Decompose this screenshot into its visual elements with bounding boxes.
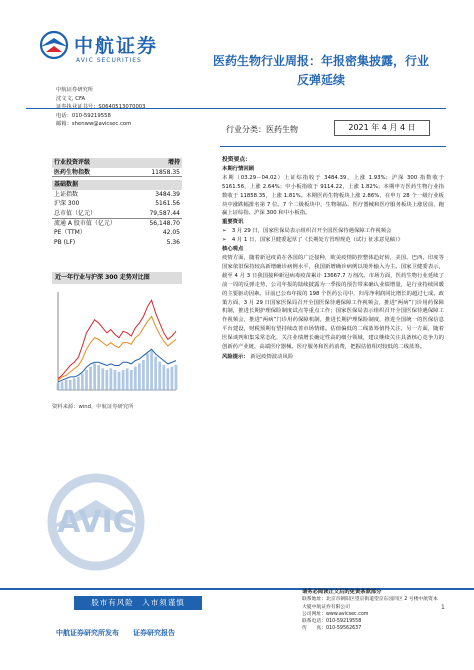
report-title-line-1: 医药生物行业周报：年报密集披露，行业 <box>212 54 429 68</box>
series-line-2 <box>58 349 176 382</box>
publisher-line: 中航证券研究所发布 证券研究报告 <box>56 629 175 637</box>
rating-table <box>52 158 182 247</box>
table-row <box>52 219 182 229</box>
volume-bar <box>101 368 104 390</box>
index-value: 11858.35 <box>151 168 180 176</box>
news-item: ➢ 3 月 29 日，国家医保局表示组织召开全国医保待遇保障工作视频会 <box>222 228 392 235</box>
row-label: PE（TTM） <box>54 229 86 237</box>
table-row <box>52 199 182 209</box>
volume-bar <box>65 380 68 390</box>
row-label: 沪深 300 <box>54 200 80 208</box>
volume-bar <box>134 367 137 390</box>
volume-bar <box>81 373 84 390</box>
volume-bar <box>114 370 117 390</box>
volume-bar <box>122 370 125 390</box>
row-value: 79,587.44 <box>149 209 180 217</box>
index-label: 医药生物指数 <box>54 168 91 176</box>
volume-bar <box>89 367 92 390</box>
contact-line: 传 真：010-59562637 <box>302 626 362 632</box>
chart-axes <box>58 292 176 390</box>
row-value: 56,148.70 <box>149 219 180 227</box>
row-value: 3484.39 <box>155 190 180 198</box>
volume-bar <box>126 368 129 390</box>
report-title-line-2: 反弹延续 <box>296 73 345 87</box>
row-label: 上证指数 <box>54 190 79 198</box>
chart-source: 资料来源：wind，中航证券研究所 <box>52 404 134 410</box>
series-line-0 <box>58 300 176 378</box>
table-row <box>52 228 182 238</box>
watermark-text: AVIC <box>57 505 135 540</box>
page-number: 1 <box>441 604 445 611</box>
row-label: PB (LF) <box>54 238 76 246</box>
avic-watermark <box>26 470 166 590</box>
volume-bar <box>97 365 100 390</box>
brand-name-cn: 中航证券 <box>74 35 159 57</box>
volume-bar <box>138 363 141 390</box>
volume-bar <box>73 378 76 390</box>
core-heading: 核心观点 <box>222 246 244 253</box>
volume-bar <box>142 360 145 390</box>
report-date: 2021 年 4 月 4 日 <box>334 120 430 136</box>
logo-emblem-icon <box>36 30 72 60</box>
volume-bar <box>77 377 80 390</box>
contact-block <box>302 589 440 633</box>
volume-bar <box>175 365 178 390</box>
row-value: 5.36 <box>166 238 180 246</box>
volume-bar <box>57 383 60 390</box>
header-divider <box>26 108 446 109</box>
volume-bar <box>166 368 169 390</box>
risk-text: 新冠疫情波动风险 <box>250 353 294 360</box>
volume-bar <box>85 370 88 390</box>
volume-bar <box>162 365 165 390</box>
index-row <box>52 168 182 178</box>
weekly-paragraph: 本期（03.29－04.02）上证综指收于 3484.39，上涨 1.93%；沪深 300 指数收于 5161.56，上涨 2.64%；中小板指收于 9114.22，上涨 1.82%；本期申万医药生物行业指数收于 11858.35，上涨 1.81%。本期医药生物板块上涨 2.86%，在申万 28 个一级行业板块中涨跌幅排名第 7 位。7 个二级板块中，生物制品、医疗器械和医疗服务板块上涨居前，跑赢上证综指、沪深 300 和中小板指。 <box>222 174 444 217</box>
meta-divider <box>220 146 446 147</box>
table-row <box>52 209 182 219</box>
base-data-header <box>52 180 182 190</box>
news-heading: 重要资讯 <box>222 219 244 226</box>
report-title <box>196 52 446 90</box>
volume-bar <box>150 350 153 390</box>
industry-classification: 行业分类：医药生物 <box>226 125 298 134</box>
row-label: 流通 A 股市值（亿元） <box>54 219 116 227</box>
volume-bar <box>146 353 149 390</box>
risk-disclaimer-banner: 股市有风险 入市须谨慎 <box>74 596 202 610</box>
core-paragraph: 疫情方面，随着新冠疫苗在各国的广泛接种，欧美疫情防控整体趋好转，美国、巴西、印度等国家依旧保持较高新增确诊病例水平，我国新增确诊病例以境外输入为主。国家卫健委表示，截至 4 月 3 日我国接种新冠病毒疫苗累计 13667.7 万剂次。市场方面，医药生物行业延续了前一周的反弹走势，公司年报的陆续披露为一季报的预告带来确认业绩增量，是行业持续回暖的主要驱动因素。目前已公布年报的 198 个医药公司中，归母净利润同比增长的超过七成。政策方面，3 月 29 日国家医保局召开全国医保待遇保障工作视频会，推进“两病”门诊用药保障机制，推进长期护理保险制度试点等重点工作；国家医保局表示组织召开全国医保待遇保障工作视频会，推进“两病”门诊用药保障机制，推进长期护理保险制度，推进全国统一的医保信息平台建设，财税预期有望持续改善市场情绪。估值偏低的二线蓝筹值得关注，另一方面，随着医保谈判和集采常态化，关注业绩增长确定性高的细分领域，建议继续关注具备核心竞争力的创新药产业链、高端医疗器械、医疗服务和医药消费，把握估值相对较低的二线蓝筹。 <box>222 254 445 351</box>
summary-heading: 投资要点： <box>222 157 251 163</box>
analyst-line: 电话：010-59219558 <box>56 112 111 119</box>
analyst-line: 邮箱：shenww@avicsec.com <box>56 121 132 128</box>
volume-bar <box>93 363 96 390</box>
analyst-line: 中航证券研究所 <box>56 87 94 93</box>
contact-line: 联系电话：010-59219558 <box>302 619 362 625</box>
brand-name-en: AVIC SECURITIES <box>76 57 142 64</box>
volume-bar <box>154 357 157 390</box>
volume-bar <box>105 370 108 390</box>
risk-line <box>222 353 444 362</box>
table-row <box>52 190 182 200</box>
news-item: ➢ 4 月 1 日，国家卫健委起草了《长期处方管理规范（试行 征求意见稿）》 <box>222 237 404 244</box>
volume-bar <box>61 382 64 390</box>
weekly-heading: 本期行情回顾 <box>222 165 255 172</box>
report-body <box>222 156 444 362</box>
rating-label: 行业投资评级 <box>54 159 91 166</box>
contact-title: 请务必阅读正文后的免责条款部分 <box>302 589 382 595</box>
chart-title: 近一年行业与沪深 300 走势对比图 <box>52 272 182 284</box>
row-value: 5161.56 <box>155 200 180 208</box>
volume-bar <box>158 362 161 390</box>
volume-bar <box>69 380 72 390</box>
contact-line: 联系地址：北京市朝阳区望京街道望京东园四区 2 号楼中航资本大厦中航证券有限公司 <box>302 597 438 610</box>
row-label: 总市值（亿元） <box>54 209 97 217</box>
volume-bar <box>110 368 113 390</box>
volume-bar <box>130 370 133 390</box>
risk-heading: 风险提示： <box>222 353 249 360</box>
table-row <box>52 238 182 248</box>
volume-bar <box>171 367 174 390</box>
rating-row <box>52 158 182 168</box>
company-logo <box>36 30 196 76</box>
contact-line: 公司网址：www.avicsec.com <box>302 611 369 617</box>
rating-value: 增持 <box>167 159 180 166</box>
volume-bar <box>118 372 121 390</box>
trend-chart <box>52 286 182 398</box>
analyst-line: 沈文文, CFA <box>56 95 86 102</box>
base-data-title: 基础数据 <box>54 181 79 189</box>
series-line-1 <box>58 317 176 381</box>
row-value: 42.05 <box>162 229 180 237</box>
